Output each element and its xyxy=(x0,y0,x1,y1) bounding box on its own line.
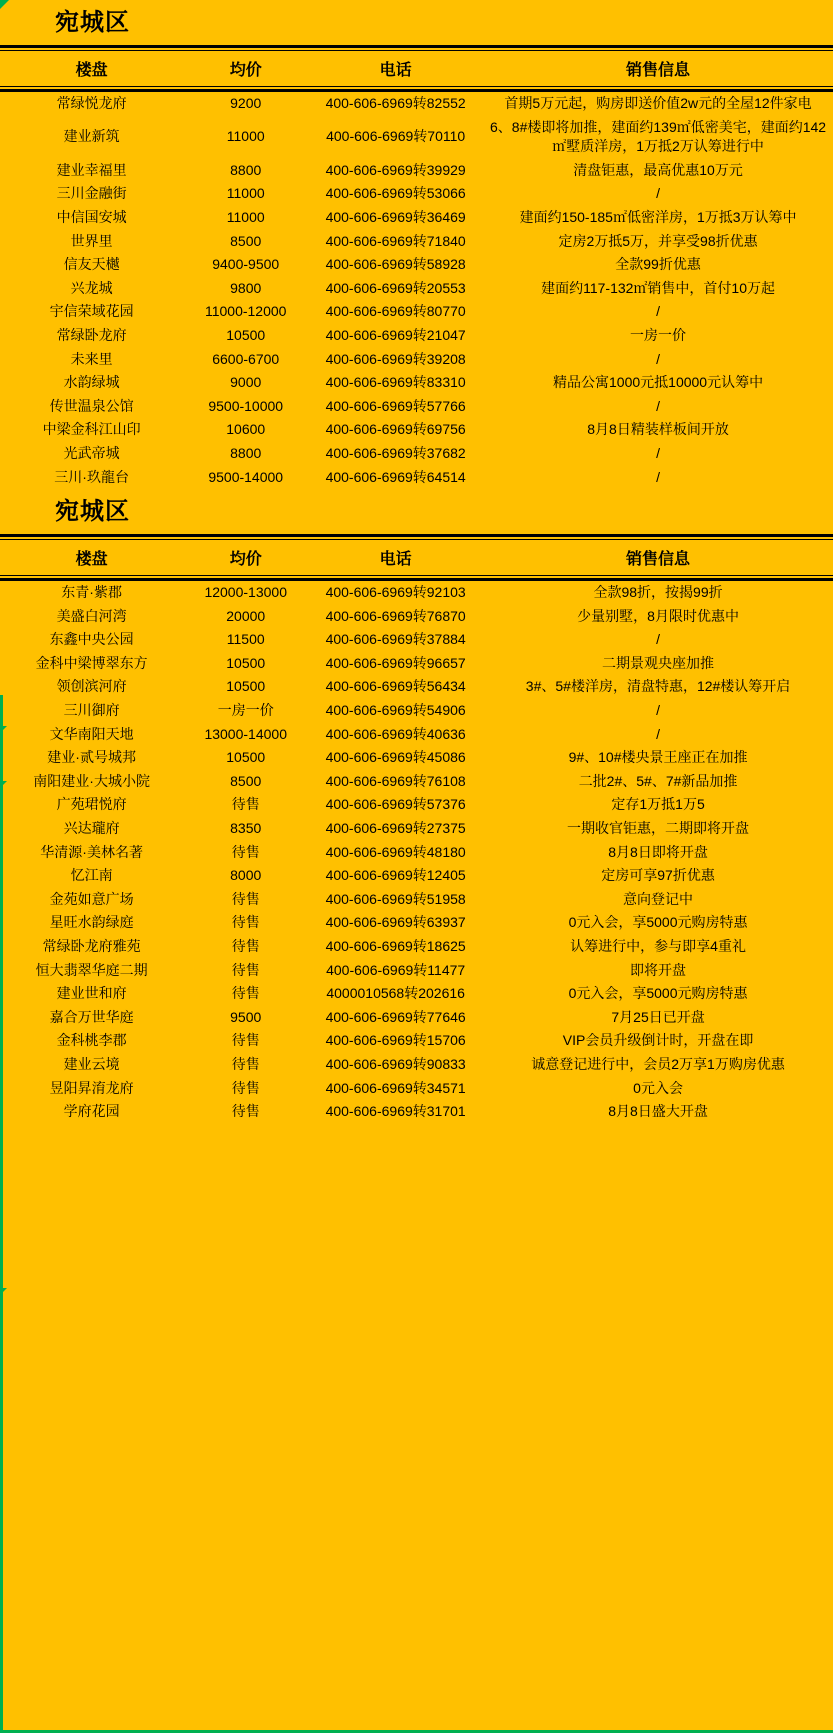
price-cell: 6600-6700 xyxy=(212,350,280,367)
section-wancheng-2 xyxy=(0,489,833,1124)
table-row xyxy=(0,348,833,372)
sales-info-cell: / xyxy=(656,444,660,461)
property-name-cell: 信友天樾 xyxy=(63,256,120,273)
property-name-cell: 东鑫中央公园 xyxy=(49,631,134,648)
sales-info-cell: 首期5万元起，购房即送价值2w元的全屋12件家电 xyxy=(504,95,812,111)
sales-info-cell: 即将开盘 xyxy=(630,961,687,978)
property-name-cell: 水韵绿城 xyxy=(63,374,120,391)
sales-info-cell: 3#、5#楼洋房，清盘特惠，12#楼认筹开启 xyxy=(525,678,791,695)
column-header-property: 楼盘 xyxy=(75,62,108,79)
property-name-cell: 三川·玖龍台 xyxy=(54,468,129,485)
sales-info-cell: 全款99折优惠 xyxy=(615,256,701,273)
table-row xyxy=(0,793,833,817)
sales-info-cell: 8月8日即将开盘 xyxy=(608,843,708,860)
price-cell: 待售 xyxy=(231,1032,260,1049)
phone-cell: 400-606-6969转76108 xyxy=(325,772,466,789)
price-cell: 9000 xyxy=(230,374,262,391)
price-cell: 10500 xyxy=(226,749,266,766)
property-name-cell: 光武帝城 xyxy=(63,444,120,461)
property-name-cell: 建业云境 xyxy=(63,1055,120,1072)
table-row xyxy=(0,116,833,159)
property-name-cell: 中信国安城 xyxy=(56,208,127,225)
property-name-cell: 世界里 xyxy=(70,232,113,249)
property-name-cell: 领创滨河府 xyxy=(56,678,127,695)
phone-cell: 400-606-6969转64514 xyxy=(325,468,466,485)
phone-cell: 400-606-6969转36469 xyxy=(325,208,466,225)
price-cell: 待售 xyxy=(231,961,260,978)
column-header-price: 均价 xyxy=(229,551,262,569)
sales-info-cell: 8月8日盛大开盘 xyxy=(608,1103,708,1120)
sales-info-cell: 9#、10#楼央景王座正在加推 xyxy=(568,749,748,766)
column-header-phone: 电话 xyxy=(379,551,412,569)
property-name-cell: 恒大翡翠华庭二期 xyxy=(35,961,148,978)
phone-cell: 400-606-6969转12405 xyxy=(325,867,466,884)
table-row xyxy=(0,159,833,183)
table-row xyxy=(0,253,833,277)
property-name-cell: 文华南阳天地 xyxy=(49,725,134,742)
sales-info-cell: 二批2#、5#、7#新品加推 xyxy=(578,772,738,789)
sales-info-cell: / xyxy=(656,702,660,719)
table-row xyxy=(0,1053,833,1077)
green-left-edge-strip xyxy=(0,695,3,1733)
price-cell: 12000-13000 xyxy=(204,584,287,601)
phone-cell: 400-606-6969转76870 xyxy=(325,607,466,624)
table-row xyxy=(0,746,833,770)
table-row xyxy=(0,395,833,419)
sales-info-cell: 6、8#楼即将加推，建面约139㎡低密美宅，建面约142㎡墅质洋房，1万抵2万认筹进行中 xyxy=(490,118,827,155)
price-cell: 11000-12000 xyxy=(204,303,287,320)
table-row xyxy=(0,324,833,348)
table-row xyxy=(0,442,833,466)
property-name-cell: 建业幸福里 xyxy=(56,161,127,178)
phone-cell: 400-606-6969转96657 xyxy=(325,654,466,671)
property-table-body xyxy=(0,92,833,489)
table-row xyxy=(0,371,833,395)
table-row xyxy=(0,300,833,324)
table-row xyxy=(0,418,833,442)
property-name-cell: 三川御府 xyxy=(63,702,120,719)
property-name-cell: 南阳建业·大城小院 xyxy=(33,772,150,789)
table-header xyxy=(0,540,833,575)
phone-cell: 400-606-6969转82552 xyxy=(325,95,466,111)
table-row xyxy=(0,206,833,230)
price-cell: 9200 xyxy=(230,95,262,111)
section-title: 宛城区 xyxy=(55,498,130,526)
phone-cell: 4000010568转202616 xyxy=(326,985,465,1002)
sales-info-cell: 二期景观央座加推 xyxy=(602,654,715,671)
sales-info-cell: 精品公寓1000元抵10000元认筹中 xyxy=(553,374,764,391)
table-row xyxy=(0,911,833,935)
property-name-cell: 兴达瓏府 xyxy=(63,820,120,837)
sales-info-cell: 少量别墅，8月限时优惠中 xyxy=(577,607,739,624)
table-body xyxy=(0,92,833,489)
phone-cell: 400-606-6969转18625 xyxy=(325,938,466,954)
phone-cell: 400-606-6969转31701 xyxy=(325,1103,466,1120)
property-name-cell: 昱阳昇淯龙府 xyxy=(49,1079,134,1096)
table-row xyxy=(0,277,833,301)
table-row xyxy=(0,1077,833,1101)
header-row xyxy=(0,51,833,86)
table-row xyxy=(0,92,833,116)
phone-cell: 400-606-6969转70110 xyxy=(326,128,466,145)
header-row xyxy=(0,540,833,575)
property-table xyxy=(0,51,833,86)
phone-cell: 400-606-6969转57376 xyxy=(325,796,466,813)
price-cell: 9800 xyxy=(230,279,262,296)
price-cell: 10600 xyxy=(226,421,266,438)
property-name-cell: 忆江南 xyxy=(70,867,113,884)
price-cell: 8500 xyxy=(230,772,262,789)
price-cell: 待售 xyxy=(231,1055,260,1072)
table-row xyxy=(0,723,833,747)
sales-info-cell: / xyxy=(656,631,660,648)
sales-info-cell: 清盘钜惠，最高优惠10万元 xyxy=(573,161,743,178)
property-name-cell: 常绿卧龙府 xyxy=(56,326,127,343)
property-name-cell: 建业·贰号城邦 xyxy=(47,749,136,766)
green-corner-triangle-icon xyxy=(0,0,9,9)
phone-cell: 400-606-6969转37682 xyxy=(325,444,466,461)
table-row xyxy=(0,652,833,676)
price-cell: 8800 xyxy=(230,161,262,178)
property-name-cell: 金苑如意广场 xyxy=(49,890,134,907)
table-row xyxy=(0,982,833,1006)
column-header-price: 均价 xyxy=(229,62,262,79)
phone-cell: 400-606-6969转92103 xyxy=(325,584,466,601)
table-row xyxy=(0,841,833,865)
price-cell: 11000 xyxy=(226,128,265,145)
property-name-cell: 未来里 xyxy=(70,350,113,367)
phone-cell: 400-606-6969转11477 xyxy=(326,961,466,978)
property-name-cell: 常绿悦龙府 xyxy=(56,95,127,111)
price-cell: 10500 xyxy=(226,654,266,671)
property-name-cell: 中梁金科江山印 xyxy=(42,421,141,438)
phone-cell: 400-606-6969转34571 xyxy=(325,1079,466,1096)
phone-cell: 400-606-6969转40636 xyxy=(325,725,466,742)
table-row xyxy=(0,1100,833,1124)
sales-info-cell: 诚意登记进行中，会员2万享1万购房优惠 xyxy=(531,1055,785,1072)
section-title: 宛城区 xyxy=(55,9,130,36)
property-name-cell: 星旺水韵绿庭 xyxy=(49,914,134,931)
phone-cell: 400-606-6969转27375 xyxy=(325,820,466,837)
phone-cell: 400-606-6969转53066 xyxy=(325,185,466,202)
sales-info-cell: 0元入会，享5000元购房特惠 xyxy=(568,985,748,1002)
phone-cell: 400-606-6969转39929 xyxy=(325,161,466,178)
phone-cell: 400-606-6969转37884 xyxy=(325,631,466,648)
table-row xyxy=(0,1006,833,1030)
sales-info-cell: 0元入会，享5000元购房特惠 xyxy=(568,914,748,931)
phone-cell: 400-606-6969转45086 xyxy=(325,749,466,766)
sales-info-cell: / xyxy=(656,303,660,320)
price-cell: 13000-14000 xyxy=(204,725,287,742)
property-name-cell: 金科中梁博翠东方 xyxy=(35,654,148,671)
price-cell: 待售 xyxy=(231,843,260,860)
property-name-cell: 东青·紫郡 xyxy=(61,584,122,601)
sales-info-cell: / xyxy=(656,397,660,414)
sales-info-cell: 定存1万抵1万5 xyxy=(611,796,705,813)
sales-info-cell: / xyxy=(656,725,660,742)
phone-cell: 400-606-6969转48180 xyxy=(325,843,466,860)
table-row xyxy=(0,864,833,888)
price-cell: 11000 xyxy=(226,208,265,225)
property-name-cell: 三川金融街 xyxy=(56,185,127,202)
sales-info-cell: VIP会员升级倒计时，开盘在即 xyxy=(562,1032,754,1049)
price-cell: 8500 xyxy=(230,232,262,249)
sales-info-cell: 建面约150-185㎡低密洋房，1万抵3万认筹中 xyxy=(519,208,797,225)
sales-info-cell: 一期收官钜惠，二期即将开盘 xyxy=(567,820,750,837)
table-row xyxy=(0,817,833,841)
property-name-cell: 建业世和府 xyxy=(56,985,127,1002)
phone-cell: 400-606-6969转58928 xyxy=(325,256,466,273)
sales-info-cell: / xyxy=(656,185,660,202)
price-cell: 9500-10000 xyxy=(208,397,284,414)
phone-cell: 400-606-6969转54906 xyxy=(325,702,466,719)
phone-cell: 400-606-6969转56434 xyxy=(325,678,466,695)
column-header-sales-info: 销售信息 xyxy=(626,62,691,79)
price-cell: 9500-14000 xyxy=(208,468,284,485)
price-cell: 9400-9500 xyxy=(212,256,280,273)
property-name-cell: 兴龙城 xyxy=(70,279,113,296)
table-row xyxy=(0,770,833,794)
phone-cell: 400-606-6969转39208 xyxy=(325,350,466,367)
table-body xyxy=(0,581,833,1124)
price-cell: 一房一价 xyxy=(217,702,274,719)
price-cell: 20000 xyxy=(226,607,266,624)
phone-cell: 400-606-6969转83310 xyxy=(325,374,466,391)
property-name-cell: 传世温泉公馆 xyxy=(49,397,134,414)
property-name-cell: 学府花园 xyxy=(63,1103,120,1120)
price-cell: 8800 xyxy=(230,444,262,461)
table-row xyxy=(0,605,833,629)
table-row xyxy=(0,675,833,699)
phone-cell: 400-606-6969转90833 xyxy=(325,1055,466,1072)
table-row xyxy=(0,1029,833,1053)
table-header xyxy=(0,51,833,86)
sales-info-cell: 定房2万抵5万，并享受98折优惠 xyxy=(558,232,758,249)
phone-cell: 400-606-6969转63937 xyxy=(325,914,466,931)
price-cell: 待售 xyxy=(231,914,260,931)
table-row xyxy=(0,699,833,723)
section-wancheng-1 xyxy=(0,0,833,489)
property-name-cell: 建业新筑 xyxy=(63,128,120,145)
property-name-cell: 嘉合万世华庭 xyxy=(49,1008,134,1025)
price-cell: 11500 xyxy=(226,631,265,648)
property-name-cell: 美盛白河湾 xyxy=(56,607,127,624)
price-cell: 10500 xyxy=(226,326,266,343)
price-cell: 待售 xyxy=(231,890,260,907)
property-name-cell: 常绿卧龙府雅苑 xyxy=(42,938,141,954)
price-cell: 待售 xyxy=(231,985,260,1002)
phone-cell: 400-606-6969转80770 xyxy=(325,303,466,320)
sales-info-cell: 建面约117-132㎡销售中，首付10万起 xyxy=(541,279,776,296)
column-header-sales-info: 销售信息 xyxy=(626,551,691,569)
table-row xyxy=(0,935,833,959)
sales-info-cell: 7月25日已开盘 xyxy=(611,1008,705,1025)
sales-info-cell: / xyxy=(656,350,660,367)
sales-info-cell: 全款98折，按揭99折 xyxy=(593,584,723,601)
table-row xyxy=(0,182,833,206)
price-cell: 8350 xyxy=(230,820,262,837)
phone-cell: 400-606-6969转71840 xyxy=(325,232,466,249)
phone-cell: 400-606-6969转21047 xyxy=(325,326,466,343)
sales-info-cell: / xyxy=(656,468,660,485)
phone-cell: 400-606-6969转77646 xyxy=(325,1008,466,1025)
sales-info-cell: 定房可享97折优惠 xyxy=(601,867,715,884)
phone-cell: 400-606-6969转57766 xyxy=(325,397,466,414)
table-row xyxy=(0,628,833,652)
table-row xyxy=(0,581,833,605)
sales-info-cell: 认筹进行中，参与即享4重礼 xyxy=(570,938,746,954)
price-cell: 10500 xyxy=(226,678,266,695)
property-table-body xyxy=(0,581,833,1124)
property-name-cell: 华清源·美林名著 xyxy=(40,843,143,860)
sales-info-cell: 意向登记中 xyxy=(623,890,694,907)
price-cell: 11000 xyxy=(226,185,265,202)
property-name-cell: 广苑珺悦府 xyxy=(56,796,127,813)
property-name-cell: 宇信荣域花园 xyxy=(49,303,134,320)
price-cell: 待售 xyxy=(231,796,260,813)
price-cell: 8000 xyxy=(230,867,262,884)
table-row xyxy=(0,888,833,912)
sales-info-cell: 一房一价 xyxy=(630,326,687,343)
phone-cell: 400-606-6969转51958 xyxy=(325,890,466,907)
phone-cell: 400-606-6969转69756 xyxy=(325,421,466,438)
price-cell: 9500 xyxy=(230,1008,262,1025)
price-cell: 待售 xyxy=(231,1103,260,1120)
property-table xyxy=(0,540,833,575)
column-header-property: 楼盘 xyxy=(75,551,108,569)
sales-info-cell: 0元入会 xyxy=(633,1079,683,1096)
property-name-cell: 金科桃李郡 xyxy=(56,1032,127,1049)
column-header-phone: 电话 xyxy=(379,62,412,79)
price-cell: 待售 xyxy=(231,1079,260,1096)
table-row xyxy=(0,466,833,490)
table-row xyxy=(0,959,833,983)
price-cell: 待售 xyxy=(231,938,260,954)
table-row xyxy=(0,230,833,254)
phone-cell: 400-606-6969转15706 xyxy=(325,1032,466,1049)
phone-cell: 400-606-6969转20553 xyxy=(325,279,466,296)
sales-info-cell: 8月8日精装样板间开放 xyxy=(587,421,729,438)
